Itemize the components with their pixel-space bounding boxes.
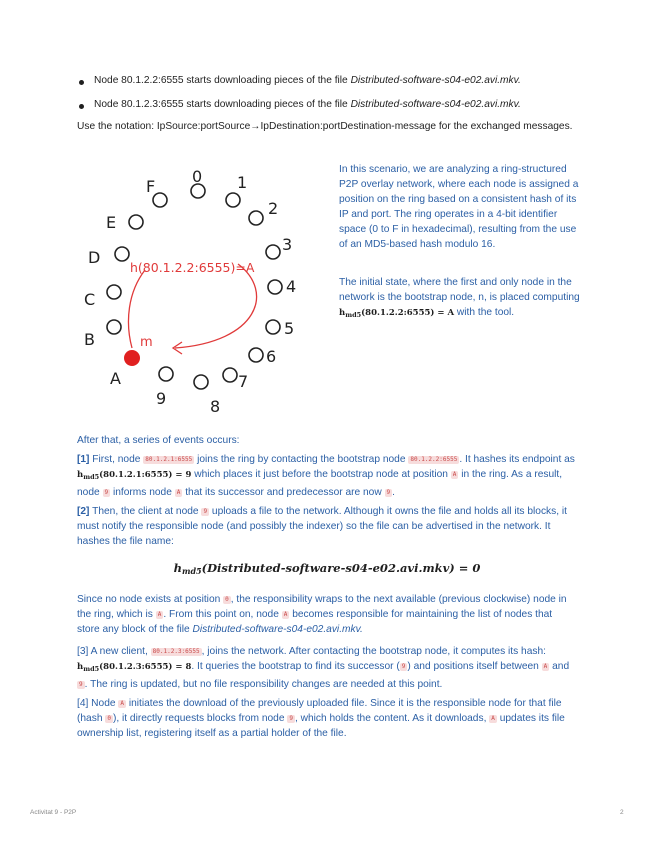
node-circle-1 [226,193,240,207]
node-circle-2 [249,211,263,225]
hash-function: $h_{md5}$ [77,662,100,673]
event-3: [3] A new client, 80.1.2.3:6555 , joins the network. After contacting the bootstrap node, it computes its hash: $h_{md5}(80.1.2.3:6555) = 8$. It queries the bootstrap to find its successor ( 9 ) and positions itself between A and 9 . The ring is updated, but no file responsibility changes are needed at this point. [77,646,570,690]
node-circle-7 [223,368,237,382]
ring-label-d: D [88,248,101,267]
event-2: [2] Then, the client at node 9 uploads a file to the network. Although it owns the file and holds all its blocks, it must notify the responsible node (and possibly the indexer) so the file can be advertised in the network. It hashes the file name: [77,506,567,547]
ring-label-0: 0 [192,167,203,186]
hash-annotation: h(80.1.2.2:6555)=A [130,260,255,275]
hash-function: $h_{md5}$ [77,470,100,481]
bullet-item: Node 80.1.2.3:6555 starts downloading pieces of the file Distributed-software-s04-e02.avi.mkv. [94,99,521,110]
node-circle-a-bootstrap [124,350,140,366]
ring-label-3: 3 [282,235,293,254]
node-code: A [452,471,457,478]
ring-label-7: 7 [238,372,249,391]
node-code: 9 [79,681,83,688]
scenario-paragraph-1: In this scenario, we are analyzing a ring-structured P2P overlay network, where each node is assigned a position on the ring based on a consistent hash of its IP and port. The ring operates in a 4-bit identifier space (0 to F in hexadecimal), resulting from the use of an MD5-based hash modulo 16. [339,164,579,250]
responsibility-arc [175,264,257,348]
node-code: A [283,611,288,618]
node-code: 80.1.2.3:6555 [152,648,200,655]
node-code: 9 [203,508,208,515]
node-code: 80.1.2.2:6555 [410,456,458,463]
ring-label-4: 4 [286,277,297,296]
hash-function: $h_{md5}$ [339,308,362,319]
m-label: m [140,335,153,350]
ring-label-e: E [106,213,117,232]
ring-label-a: A [110,369,121,388]
event-1: [1] First, node 80.1.2.1:6555 joins the ring by contacting the bootstrap node 80.1.2.2:6555 . It hashes its endpoint as $h_{md5}(80.1.2.1:6555) = 9$ which places it just before the bootstrap node at position A in the ring. As a result, node 9 informs node A that its successor and predecessor are now 9 . [77,454,575,498]
ring-diagram [70,162,330,424]
node-circle-3 [266,245,280,259]
event-4: [4] Node A initiates the download of the previously uploaded file. Since it is the responsible node for that file (hash 0 ), it directly requests blocks from node 9 , which holds the content. As it downloads, A updates its file ownership list, registering itself as a partial holder of the file. [77,698,565,739]
node-code: 9 [386,489,391,496]
ring-label-5: 5 [284,319,295,338]
node-circle-6 [249,348,263,362]
node-circle-d [115,247,129,261]
node-circle-c [107,285,121,299]
file-hash-equation: hmd5(Distributed-software-s04-e02.avi.mkv) = 0 [173,561,481,576]
node-circle-b [107,320,121,334]
node-code: A [120,700,124,707]
node-circle-0 [191,184,205,198]
node-circle-5 [266,320,280,334]
node-code: 9 [104,489,109,496]
node-code: 0 [107,715,111,722]
ring-label-6: 6 [266,347,277,366]
bullet-dot [79,104,84,109]
node-circle-8 [194,375,208,389]
ring-label-2: 2 [268,199,279,218]
ring-label-1: 1 [237,173,248,192]
ring-label-c: C [84,290,96,309]
node-circle-e [129,215,143,229]
bullet-item: Node 80.1.2.2:6555 starts downloading pieces of the file Distributed-software-s04-e02.avi.mkv. [94,75,521,86]
ring-label-b: B [84,330,95,349]
ring-label-f: F [146,177,156,196]
node-circle-9 [159,367,173,381]
node-code: 80.1.2.1:6555 [145,456,193,463]
bullet-dot [79,80,84,85]
node-code: A [543,663,548,670]
ring-label-8: 8 [210,397,221,416]
node-circle-4 [268,280,282,294]
node-code: A [176,489,181,496]
ring-label-9: 9 [156,389,167,408]
page-number: 2 [620,809,624,816]
wrap-paragraph: Since no node exists at position 0 , the responsibility wraps to the next available (previous clockwise) node in the ring, which is A . From this point on, node A becomes responsible for maintaining the list of nodes that store any block of the file Distributed-software-s04-e02.avi.mkv. [77,594,567,635]
notation-text: Use the notation: IpSource:portSource→IpDestination:portDestination-message for the exchanged messages. [77,121,573,132]
node-code: A [491,715,495,722]
footer-left: Activitat 9 - P2P [30,809,77,816]
events-intro: After that, a series of events occurs: [77,435,240,446]
node-code: 0 [225,596,229,603]
node-code: 9 [401,663,406,670]
scenario-paragraph-2: The initial state, where the first and only node in the network is the bootstrap node, n, is placed computing $h_{md5}(80.1.2.2:6555) = A$ with the tool. [339,277,580,319]
node-code: A [157,611,162,618]
node-code: 9 [289,715,293,722]
